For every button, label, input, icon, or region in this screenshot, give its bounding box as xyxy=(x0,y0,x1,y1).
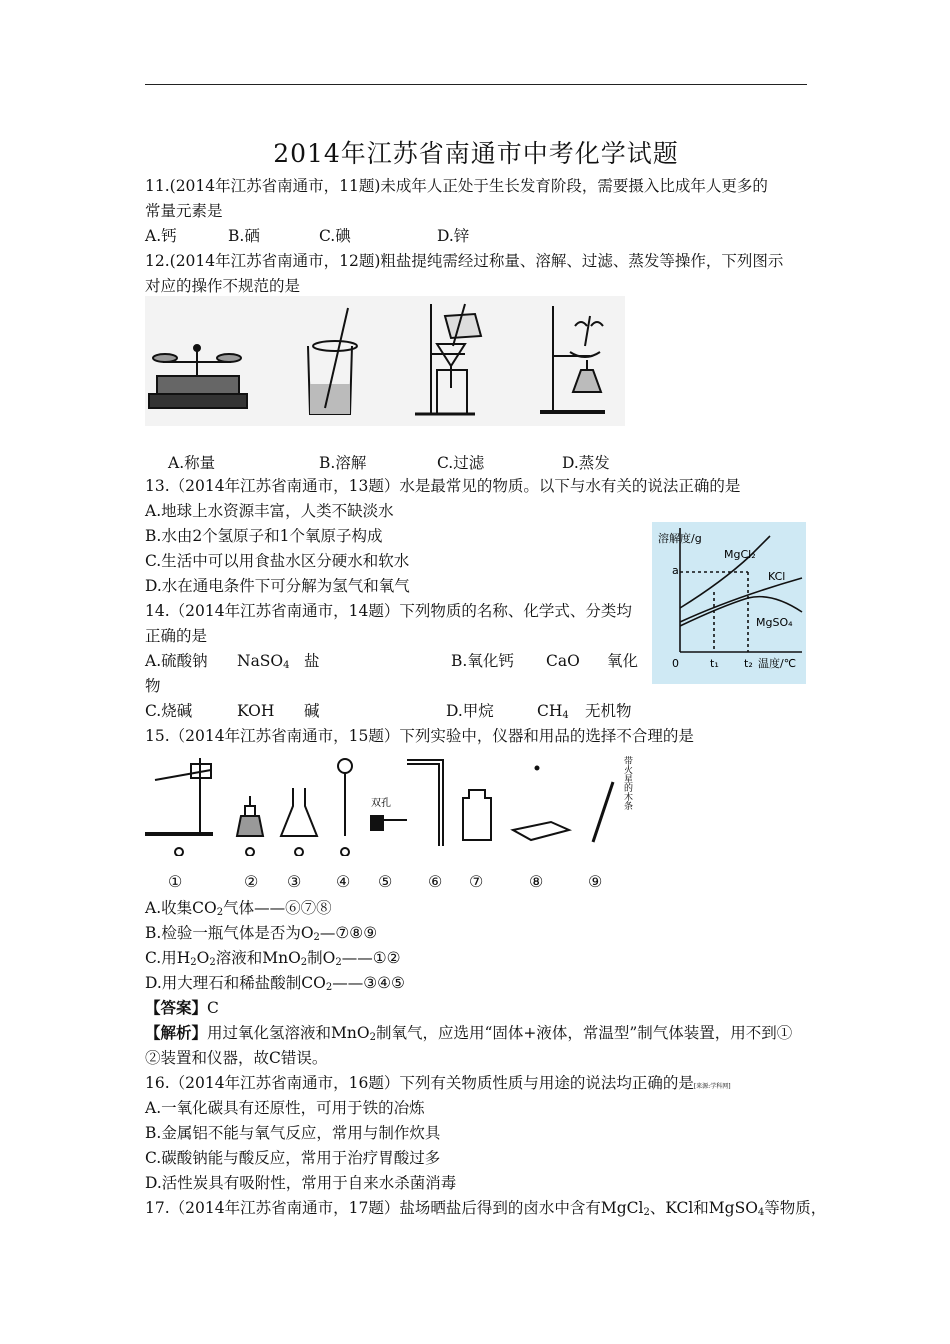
q14-option-d-class: 无机物 xyxy=(585,702,632,720)
q13-option-b: B.水由2个氢原子和1个氧原子构成 xyxy=(145,527,383,545)
q14-option-d-name: D.甲烷 xyxy=(446,702,494,720)
q14-option-b-formula: CaO xyxy=(546,652,580,670)
balance-image xyxy=(149,345,247,408)
graph-kcl-label: KCl xyxy=(768,570,786,583)
bent-glass-tube-image xyxy=(407,760,443,846)
alcohol-lamp-image xyxy=(237,796,263,856)
q15-option-c: C.用$H_2O_2$溶液和MnO$_2$制$O_2——①②$ xyxy=(145,949,401,968)
q11-stem-line2: 常量元素是 xyxy=(145,202,223,220)
graph-mgcl2-label: MgCl₂ xyxy=(724,548,756,561)
glowing-splint-image xyxy=(593,782,613,842)
conical-flask-image xyxy=(281,788,317,856)
q12-stem-line2: 对应的操作不规范的是 xyxy=(145,277,301,295)
q14-option-b-class-1: 氧化 xyxy=(607,652,639,670)
q15-analysis-line2: ②装置和仪器，故C错误。 xyxy=(145,1049,328,1067)
q12-option-a: A.称量 xyxy=(168,454,216,472)
gas-jar-image xyxy=(463,790,491,840)
splint-label: 带火星的木条 xyxy=(622,756,632,810)
q15-stem: 15.（2014年江苏省南通市，15题）下列实验中，仪器和用品的选择不合理的是 xyxy=(145,727,694,745)
q12-operations-figure xyxy=(145,296,625,426)
apparatus-num-3: ③ xyxy=(287,872,302,891)
q11-option-b: B.硒 xyxy=(228,227,260,245)
graph-ylabel: 溶解度/g xyxy=(658,532,702,545)
q11-option-a: A.钙 xyxy=(145,227,177,245)
q15-option-d: D.用大理石和稀盐酸制$CO_2——③④⑤$ xyxy=(145,974,405,993)
q14-option-a-class: 盐 xyxy=(304,652,320,670)
q14-stem-line1: 14.（2014年江苏省南通市，14题）下列物质的名称、化学式、分类均 xyxy=(145,602,632,620)
q13-option-d: D.水在通电条件下可分解为氢气和氧气 xyxy=(145,577,410,595)
long-neck-funnel-image xyxy=(338,759,352,856)
q14-option-a-formula: NaSO$_4$ xyxy=(237,652,290,671)
apparatus-num-2: ② xyxy=(244,872,259,891)
top-rule xyxy=(145,84,807,85)
graph-mgso4-label: MgSO₄ xyxy=(756,616,793,629)
q16-option-d: D.活性炭具有吸附性，常用于自来水杀菌消毒 xyxy=(145,1174,457,1192)
page-title: 2014年江苏省南通市中考化学试题 xyxy=(273,139,679,168)
q15-apparatus-figure xyxy=(145,748,645,856)
graph-origin: 0 xyxy=(672,657,679,670)
q11-option-d: D.锌 xyxy=(437,227,470,245)
q14-option-a-name: A.硫酸钠 xyxy=(145,652,208,670)
q13-option-c: C.生活中可以用食盐水区分硬水和软水 xyxy=(145,552,410,570)
apparatus-num-5: ⑤ xyxy=(378,872,393,891)
apparatus-num-7: ⑦ xyxy=(469,872,484,891)
q13-stem: 13.（2014年江苏省南通市，13题）水是最常见的物质。以下与水有关的说法正确的是 xyxy=(145,477,741,495)
apparatus-num-6: ⑥ xyxy=(428,872,443,891)
q14-option-d-formula: $CH_4$ xyxy=(537,702,569,721)
graph-a-label: a xyxy=(672,564,679,577)
glass-plate-image xyxy=(513,767,569,841)
two-hole-stopper-image xyxy=(371,816,407,830)
q14-option-b-name: B.氧化钙 xyxy=(451,652,514,670)
graph-t2: t₂ xyxy=(744,657,753,670)
apparatus-num-1: ① xyxy=(168,872,183,891)
q12-option-d: D.蒸发 xyxy=(562,454,610,472)
q14-option-c-class: 碱 xyxy=(304,702,320,720)
q12-stem-line1: 12.(2014年江苏省南通市，12题)粗盐提纯需经过称量、溶解、过滤、蒸发等操作，下列图示 xyxy=(145,252,784,270)
apparatus-num-9: ⑨ xyxy=(588,872,603,891)
apparatus-num-4: ④ xyxy=(336,872,351,891)
q15-analysis-line1: 【解析】用过氧化氢溶液和MnO$_2$制氧气，应选用“固体+液体，常温型”制气体装置，用不到① xyxy=(145,1023,793,1043)
q15-answer: 【答案】C xyxy=(145,998,219,1017)
two-hole-label: 双孔 xyxy=(371,798,391,809)
q16-stem: 16.（2014年江苏省南通市，16题）下列有关物质性质与用途的说法均正确的是[来源:学科网] xyxy=(145,1074,731,1092)
q14-stem-line2: 正确的是 xyxy=(145,627,208,645)
q16-option-b: B.金属铝不能与氧气反应，常用与制作炊具 xyxy=(145,1124,441,1142)
apparatus-num-8: ⑧ xyxy=(529,872,544,891)
q17-stem: 17.（2014年江苏省南通市，17题）盐场晒盐后得到的卤水中含有MgCl$_2$、KCl和MgSO$_4$等物质， xyxy=(145,1199,827,1218)
q16-option-a: A.一氧化碳具有还原性，可用于铁的冶炼 xyxy=(145,1099,425,1117)
iron-stand-image xyxy=(145,758,213,856)
q15-option-b: B.检验一瓶气体是否为$O_2—⑦⑧⑨$ xyxy=(145,924,378,943)
q14-option-c-formula: KOH xyxy=(237,702,275,720)
q14-option-b-class-2: 物 xyxy=(145,677,161,695)
solubility-graph xyxy=(652,522,806,684)
q15-option-a: A.收集$CO_2$气体——⑥⑦⑧ xyxy=(145,899,332,918)
graph-t1: t₁ xyxy=(710,657,719,670)
q14-option-c-name: C.烧碱 xyxy=(145,702,193,720)
q16-option-c: C.碳酸钠能与酸反应，常用于治疗胃酸过多 xyxy=(145,1149,441,1167)
q13-option-a: A.地球上水资源丰富，人类不缺淡水 xyxy=(145,502,394,520)
q11-stem-line1: 11.(2014年江苏省南通市，11题)未成年人正处于生长发育阶段，需要摄入比成年人更多的 xyxy=(145,177,768,195)
graph-xlabel: 温度/℃ xyxy=(758,657,797,670)
q11-option-c: C.碘 xyxy=(319,227,351,245)
q12-option-c: C.过滤 xyxy=(437,454,485,472)
q12-option-b: B.溶解 xyxy=(319,454,367,472)
